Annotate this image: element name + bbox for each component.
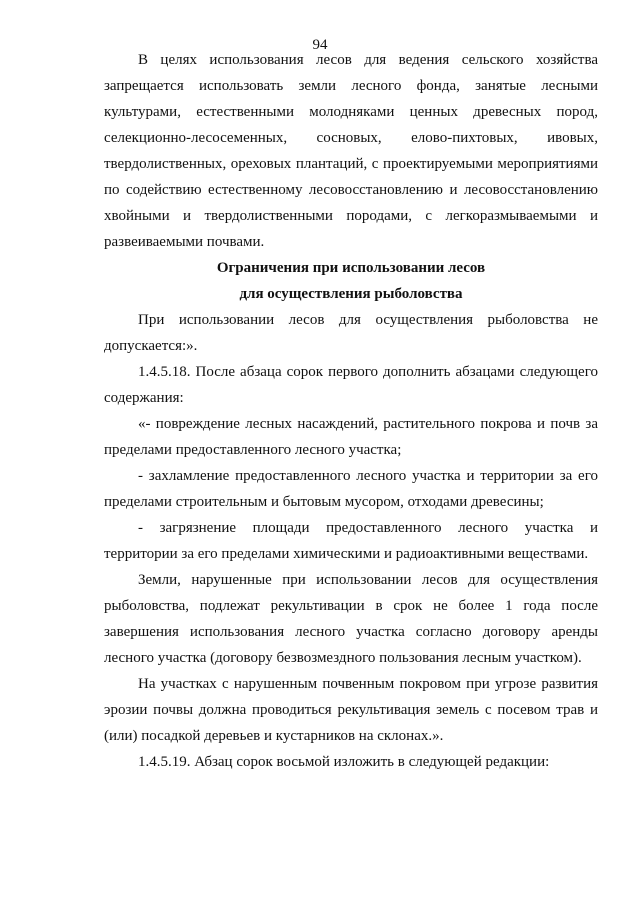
list-item-pollution: - загрязнение площади предоставленного лесного участка и территории за его пределами химическими и радиоактивными веществами. xyxy=(104,520,598,562)
paragraph-erosion: На участках с нарушенным почвенным покровом при угрозе развития эрозии почвы должна проводиться рекультивация земель с посевом трав и (или) посадкой деревьев и кустарников на склонах.». xyxy=(104,676,598,744)
paragraph-fishing-intro: При использовании лесов для осуществления рыболовства не допускается:». xyxy=(104,312,598,354)
page-number: 94 xyxy=(312,37,328,53)
paragraph-recultivation: Земли, нарушенные при использовании лесов для осуществления рыболовства, подлежат рекультивации в срок не более 1 года после завершения использования лесного участка согласно договору аренды лесного участка (договору безвозмездного пользования лесным участком). xyxy=(104,572,598,666)
paragraph-agriculture-restriction: В целях использования лесов для ведения сельского хозяйства запрещается использовать земли лесного фонда, занятые лесными культурами, естественными молодняками ценных древесных пород, селекционно-лесосеменных, сосновых, елово-пихтовых, ивовых, твердолиственных, ореховых плантаций, с проектируемыми мероприятиями по содействию естественному лесовосстановлению и лесовосстановлению хвойными и твердолиственными породами, с легкоразмываемыми и развеиваемыми почвами. xyxy=(104,52,598,250)
list-item-damage: «- повреждение лесных насаждений, растительного покрова и почв за пределами предоставленного лесного участка; xyxy=(104,416,598,458)
paragraph-amendment-1-4-5-19: 1.4.5.19. Абзац сорок восьмой изложить в следующей редакции: xyxy=(138,754,550,770)
list-item-littering: - захламление предоставленного лесного участка и территории за его пределами строительным и бытовым мусором, отходами древесины; xyxy=(104,468,598,510)
paragraph-amendment-1-4-5-18: 1.4.5.18. После абзаца сорок первого дополнить абзацами следующего содержания: xyxy=(104,364,598,406)
section-heading-line-1: Ограничения при использовании лесов xyxy=(216,260,486,276)
document-body xyxy=(104,47,598,775)
section-heading-line-2: для осуществления рыболовства xyxy=(239,286,463,302)
